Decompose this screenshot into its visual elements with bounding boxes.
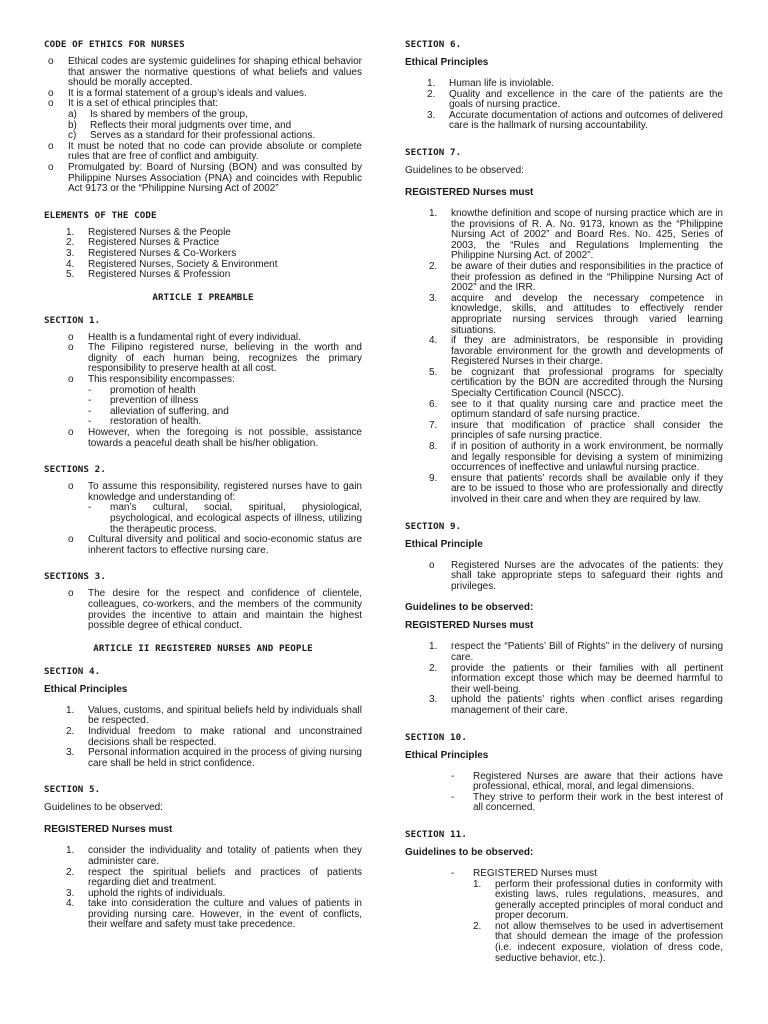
list-marker: o [68,534,74,546]
heading-elements-of-the-code: ELEMENTS OF THE CODE [44,209,157,221]
list-item-text: uphold the patients’ rights when conflict arises regarding management of their care. [451,694,723,716]
spacer [405,177,723,187]
list-item-text: alleviation of suffering, and [110,405,229,417]
list-item-text: Registered Nurses & Profession [88,269,231,281]
list-item-text: Individual freedom to make rational and unconstrained decisions shall be respected. [88,725,362,748]
subheading: REGISTERED Nurses must [405,186,534,198]
list-marker: - [88,405,92,417]
list [405,642,723,716]
list [44,482,362,556]
list [44,589,362,631]
list-marker: 2. [66,725,75,737]
list-item [44,270,362,281]
list-item [405,474,723,506]
list-item-text: be cognizant that professional programs for specialty certification by the BON are accredited through the Nursing Specialty Certification Council (NSCC). [451,366,723,400]
list-marker: 3. [429,292,438,304]
list-item-text: not allow themselves to be used in advertisement that should demean the image of the profession (i.e. indecent exposure, violation of dress code, seductive behavior, etc.). [495,920,723,964]
list [405,79,723,132]
subheading: Guidelines to be observed: [405,846,534,858]
sub-list-item [473,922,723,964]
list-marker: o [429,559,435,571]
spacer [44,281,362,291]
list-item-text: Registered Nurses & Practice [88,237,220,249]
list-item-text: Health is a fundamental right of every individual. [88,331,301,343]
list-marker: 1. [66,704,75,716]
list-item [44,482,362,535]
spacer [44,195,362,209]
list-marker: o [48,161,54,173]
list-item [44,57,362,89]
list-item [405,294,723,336]
list-marker: 2. [427,88,436,100]
list-item-text: be aware of their duties and responsibilities in the practice of their profession as defined in the “Philippine Nursing Act of 2002” and the IRR. [451,260,723,294]
list-item-text: Registered Nurses, Society & Environment [88,258,278,270]
subheading: REGISTERED Nurses must [405,620,534,632]
list-item-text: perform their professional duties in conformity with existing laws, rules regulations, measures, and generally accepted principles of moral conduct and proper decorum. [495,878,723,922]
list-item [44,899,362,931]
paragraph: Guidelines to be observed: [405,164,524,176]
subheading: Guidelines to be observed: [405,602,534,614]
heading-section-9: SECTION 9. [405,520,462,532]
list-item [405,79,723,90]
list-item [44,428,362,449]
list-item-text: ensure that patients’ records shall be available only if they are to be issued to those who are professionally and directly involved in their care and when they are required by law. [451,472,723,505]
spacer [405,592,723,602]
list-marker: 4. [429,335,438,347]
heading-section-4: SECTION 4. [44,665,101,677]
list-item-text: They strive to perform their work in the best interest of all concerned. [473,791,723,814]
list-item-text: REGISTERED Nurses must [473,867,597,879]
list-item-text: The desire for the respect and confidence of clientele, colleagues, co-workers, and the members of the community provides the incentive to attain and maintain the highest possible degree of ethical conduct. [88,588,362,632]
list-item [405,561,723,593]
list-marker: 4. [66,258,75,270]
list-marker: - [451,867,455,879]
list-item-text: Human life is inviolable. [449,78,555,89]
list-marker: 2. [429,260,438,272]
list-item-text: The Filipino registered nurse, believing in the worth and dignity of each human being, recognizes the primary responsibility to preserve health at all cost. [88,342,362,375]
list [44,846,362,931]
list-marker: b) [68,119,77,131]
heading-section-5: SECTION 5. [44,784,101,796]
sub-list [68,110,362,142]
heading-section-10: SECTION 10. [405,731,467,743]
list-marker: 1. [66,845,75,857]
list-marker: o [48,87,54,99]
list-marker: o [68,481,74,493]
list-item [405,642,723,663]
list-item-text: It is a formal statement of a group’s ideals and values. [68,87,307,99]
list-item-text: provide the patients or their families with all pertinent information except those which may be deemed harmful to their well-being. [451,662,723,695]
list-item-text: Values, customs, and spiritual beliefs held by individuals shall be respected. [88,704,362,727]
list-item-text: knowthe definition and scope of nursing practice which are in the provisions of R. A. No. 9173, known as the “Philippine Nursing Act of 2002” and Board Res. No. 425, Series of 2003, the “Rules and Regulations Implementing the Philippine Nursing Act. of 2002”. [451,207,723,262]
spacer [405,814,723,828]
left-column [44,38,362,931]
list-item-text: promotion of health [110,384,196,396]
list-item [405,869,723,964]
list-item [44,706,362,727]
list [44,57,362,195]
list-item-text: if they are administrators, be responsible in providing favorable environment for the growth and developments of Registered Nurses in their charge. [451,335,723,368]
heading-sections-2: SECTIONS 2. [44,464,106,476]
spacer [405,506,723,520]
list-marker: 4. [66,898,75,910]
heading-section-1: SECTION 1. [44,314,101,326]
list-marker: 5. [66,269,75,281]
list-item [44,142,362,163]
list-item-text: insure that modification of practice shall consider the principles of safe nursing practice. [451,419,723,442]
sub-list [88,503,362,535]
spacer [405,717,723,731]
list-item-text: However, when the foregoing is not possible, assistance towards a peaceful death shall be his/her obligation. [88,427,362,449]
list-item [405,209,723,262]
list-marker: o [68,427,74,439]
list-marker: 9. [429,472,438,484]
list [44,333,362,450]
list-item [405,664,723,696]
list [405,772,723,814]
list-item [44,748,362,769]
list-marker: 3. [66,887,75,899]
list-marker: - [88,502,92,514]
heading-article-i-preamble: ARTICLE I PREAMBLE [152,291,254,303]
subheading: Ethical Principles [405,749,489,761]
list-item [405,421,723,442]
list-marker: - [451,791,455,803]
list-marker: o [68,374,74,386]
sub-list [473,880,723,965]
subheading: Ethical Principles [405,57,489,68]
list-item [44,163,362,195]
list-item-text: consider the individuality and totality of patients when they administer care. [88,845,362,867]
list-item-text: man’s cultural, social, spiritual, physiological, psychological, and ecological aspects of illness, utilizing the therapeutic process. [110,502,362,535]
list-marker: o [68,342,74,354]
list-item [44,535,362,556]
list-item-text: To assume this responsibility, registered nurses have to gain knowledge and understanding of: [88,481,362,503]
list-marker: - [88,384,92,396]
list-marker: o [68,331,74,343]
list-item [405,368,723,400]
list-item-text: Reflects their moral judgments over time, and [90,119,292,131]
list-marker: c) [68,130,77,142]
sub-list-item [88,503,362,535]
list-marker: o [48,56,54,67]
list-marker: 3. [66,247,75,259]
list-marker: a) [68,108,77,120]
heading-section-7: SECTION 7. [405,146,462,158]
spacer [44,769,362,783]
list-item-text: Cultural diversity and political and socio-economic status are inherent factors to effective nursing care. [88,534,362,556]
list-marker: 7. [429,419,438,431]
list-marker: 1. [66,226,75,238]
list-item-text: Registered Nurses are aware that their actions have professional, ethical, moral, and legal dimensions. [473,770,723,793]
list [405,869,723,964]
list [405,209,723,506]
list-marker: - [451,770,455,782]
list-marker: - [88,416,92,428]
list [44,228,362,281]
sub-list [88,386,362,428]
spacer [44,556,362,570]
sub-list-item [473,880,723,922]
list-marker: 2. [66,237,75,249]
list-item-text: uphold the rights of individuals. [88,887,226,899]
heading-sections-3: SECTIONS 3. [44,571,106,583]
list-marker: o [48,98,54,110]
list-marker: 1. [429,641,438,653]
list-item [44,589,362,631]
list-marker: o [68,588,74,600]
list-item [405,336,723,368]
right-column [405,38,723,964]
list-item-text: take into consideration the culture and values of patients in providing nursing care. However, in the event of conflicts, their welfare and safety must take precedence. [88,898,362,931]
list-marker: 3. [66,747,75,759]
list-item-text: Is shared by members of the group, [90,108,248,120]
list-marker: 5. [429,366,438,378]
list-item [44,846,362,867]
list-item-text: if in position of authority in a work environment, be normally and legally responsible for devising a system of minimizing occurrences of ineffective and unlawful nursing practice. [451,441,723,474]
list-marker: - [88,395,92,407]
subheading: Ethical Principle [405,538,483,550]
list-item-text: respect the “Patients’ Bill of Rights” in the delivery of nursing care. [451,641,723,663]
list [405,561,723,593]
list-item [44,343,362,375]
subheading: REGISTERED Nurses must [44,824,173,836]
list-item [405,262,723,294]
list-item [405,772,723,793]
list-marker: 2. [473,920,482,932]
list-marker: 1. [429,207,438,219]
list-item-text: Ethical codes are systemic guidelines for shaping ethical behavior that answer the normative questions of what beliefs and values should be morally accepted. [68,56,362,89]
list-item-text: see to it that quality nursing care and practice meet the optimum standard of safe nursing practice. [451,398,723,421]
list-item-text: Registered Nurses are the advocates of the patients: they shall take appropriate steps to safeguard their rights and privileges. [451,559,723,592]
list-item-text: This responsibility encompasses: [88,374,235,386]
list-item-text: Registered Nurses & the People [88,226,231,238]
list-item [44,727,362,748]
list-item [44,249,362,260]
list-item-text: acquire and develop the necessary competence in knowledge, skills, and attitudes to effectively render appropriate nursing services through varied learning situations. [451,292,723,336]
spacer [44,632,362,642]
heading-section-11: SECTION 11. [405,828,467,840]
list [44,706,362,770]
spacer [44,655,362,665]
list-item-text: prevention of illness [110,395,199,407]
list-marker: 2. [66,866,75,878]
list-marker: 1. [473,878,482,890]
list-marker: 3. [427,109,436,121]
list-item-text: Serves as a standard for their professional actions. [90,130,316,142]
subheading: Ethical Principles [44,683,128,695]
list-item-text: It is a set of ethical principles that: [68,98,219,110]
list-item-text: Quality and excellence in the care of the patients are the goals of nursing practice. [449,88,723,111]
list-item-text: Registered Nurses & Co-Workers [88,247,237,259]
spacer [44,304,362,314]
spacer [44,449,362,463]
heading-article-ii-registered-nurses-and-people: ARTICLE II REGISTERED NURSES AND PEOPLE [93,642,313,654]
list-marker: 8. [429,441,438,453]
list-item [405,111,723,132]
list-item [405,793,723,814]
heading-code-of-ethics-for-nurses: CODE OF ETHICS FOR NURSES [44,39,185,50]
list-marker: 1. [427,78,436,89]
list-marker: o [48,140,54,152]
list-item [44,99,362,141]
list-marker: 2. [429,662,438,674]
list-item-text: restoration of health. [110,416,202,428]
list-item [44,868,362,889]
list-item-text: respect the spiritual beliefs and practices of patients regarding diet and treatment. [88,866,362,889]
list-item-text: Promulgated by: Board of Nursing (BON) and was consulted by Philippine Nurses Association (PNA) and coincides with Republic Act 9173 or the “Philippine Nursing Act of 2002” [68,161,362,195]
paragraph: Guidelines to be observed: [44,802,163,814]
list-marker: 3. [429,694,438,706]
list-item-text: It must be noted that no code can provide absolute or complete rules that are free of conflict and ambiguity. [68,140,362,163]
list-item-text: Accurate documentation of actions and outcomes of delivered care is the hallmark of nursing accountability. [449,109,723,132]
list-marker: 6. [429,398,438,410]
list-item-text: Personal information acquired in the process of giving nursing care shall be held in strict confidence. [88,747,362,769]
list-item [405,400,723,421]
spacer [405,132,723,146]
spacer [44,814,362,824]
list-item [405,695,723,716]
sub-list-item [68,110,362,121]
list-item [405,442,723,474]
list-item [44,375,362,428]
list-item [405,90,723,111]
heading-section-6: SECTION 6. [405,39,462,50]
